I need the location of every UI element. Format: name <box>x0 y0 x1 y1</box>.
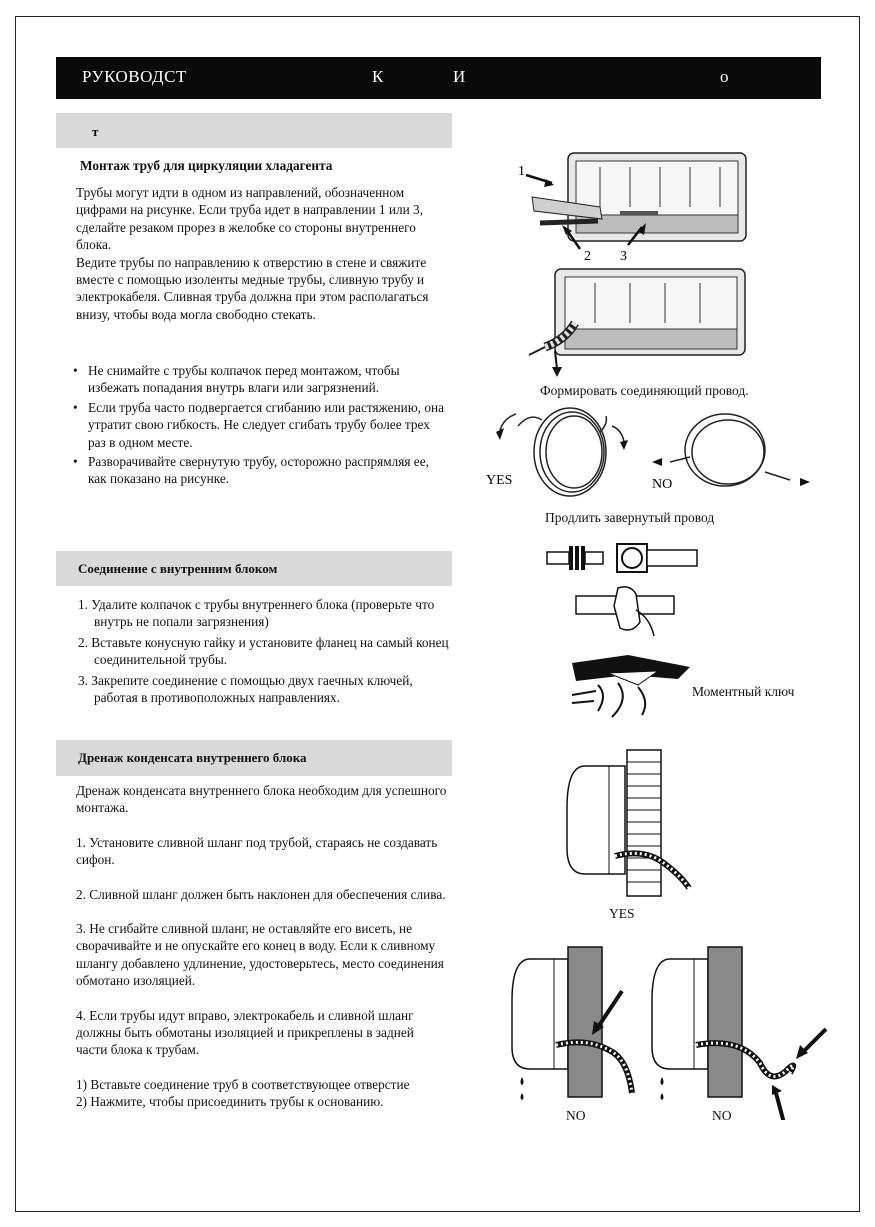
drain-substep-1: 1) Вставьте соединение труб в соответствующее отверстие <box>76 1076 410 1092</box>
direction-label-2: 2 <box>584 249 591 264</box>
drain-no-label-2: NO <box>712 1108 732 1123</box>
drain-correct-illustration <box>565 748 705 900</box>
connection-title: Соединение с внутренним блоком <box>78 561 278 576</box>
header-title-part-4: о <box>720 67 729 86</box>
coil-yes-label: YES <box>486 473 513 488</box>
pipes-title: Монтаж труб для циркуляции хладагента <box>80 158 333 173</box>
pipes-paragraph-1: Трубы могут идти в одном из направлений, обозначенном цифрами на рисунке. Если труба идет в направлении 1 или 3, сделайте резаком прорез в желобке со стороны внутреннего блока. <box>76 185 424 253</box>
drain-intro: Дренаж конденсата внутреннего блока необходим для успешного монтажа. <box>76 783 447 816</box>
section-tab-label: т <box>92 124 99 139</box>
connection-section-bar <box>56 551 452 586</box>
drain-body <box>76 782 448 1111</box>
drain-step-2: 2. Сливной шланг должен быть наклонен для обеспечения слива. <box>76 886 446 902</box>
drain-step-3: 3. Не сгибайте сливной шланг, не оставляйте его висеть, не сворачивайте и не опускайте его конец в воду. Если к сливному шлангу добавлено удлинение, удостоверьтесь, место соединения обмотано изоляцией. <box>76 921 444 989</box>
coil-no-label: NO <box>652 477 673 492</box>
header-title-part-2: К <box>372 67 384 86</box>
drain-step-4: 4. Если трубы идут вправо, электрокабель и сливной шланг должны быть обмотаны изоляцией и прикреплены в задней части блока к трубам. <box>76 1007 414 1058</box>
coil-unwinding-illustration <box>480 402 815 507</box>
pipes-notes <box>70 362 450 490</box>
section-tab-bar <box>56 113 452 148</box>
drain-wrong-illustration-2 <box>650 945 835 1120</box>
pipes-paragraph-2: Ведите трубы по направлению к отверстию в стене и свяжите вместе с помощью изоленты медные трубы, сливную трубу и электрокабеля. Сливная труба должна при этом располагаться внизу, чтобы вода могла свободно стекать. <box>76 254 429 322</box>
two-wrenches-illustration <box>568 645 698 720</box>
drain-wrong-illustration-1 <box>510 945 660 1100</box>
flare-nut-illustration <box>545 538 705 578</box>
header-title-part-3: И <box>453 67 466 86</box>
connection-step-1: 1. Удалите колпачок с трубы внутреннего блока (проверьте что внутрь не попали загрязнения) <box>78 597 435 630</box>
drain-step-1: 1. Установите сливной шланг под трубой, стараясь не создавать сифон. <box>76 834 438 868</box>
drain-yes-label: YES <box>609 906 635 921</box>
drain-no-label-1: NO <box>566 1108 586 1123</box>
connection-step-2: 2. Вставьте конусную гайку и установите фланец на самый конец соединительной трубы. <box>78 634 449 668</box>
pipes-note-3: • Разворачивайте свернутую трубу, осторожно распрямляя ее, как показано на рисунке. <box>70 453 450 488</box>
header-title-part-1: РУКОВОДСТ <box>82 67 187 86</box>
drain-substep-2: 2) Нажмите, чтобы присоединить трубы к основанию. <box>76 1094 384 1110</box>
pipes-body <box>76 184 448 323</box>
direction-label-1: 1 <box>518 164 525 179</box>
hand-tightening-illustration <box>570 582 680 642</box>
page-header <box>56 57 821 99</box>
connection-step-3: 3. Закрепите соединение с помощью двух гаечных ключей, работая в противоположных направлениях. <box>78 672 413 706</box>
bundled-pipes-illustration <box>515 265 760 380</box>
connection-steps <box>78 596 450 709</box>
caption-torque-wrench: Моментный ключ <box>692 684 795 699</box>
pipe-directions-illustration <box>510 145 760 265</box>
drain-section-bar <box>56 740 452 776</box>
direction-label-3: 3 <box>620 249 627 264</box>
pipes-note-1: • Не снимайте с трубы колпачок перед монтажом, чтобы избежать попадания внутрь влаги или загрязнений. <box>70 362 450 397</box>
caption-extend-wire: Продлить завернутый провод <box>545 510 715 525</box>
caption-form-wire: Формировать соединяющий провод. <box>540 383 749 398</box>
pipes-note-2: • Если труба часто подвергается сгибанию или растяжению, она утратит свою гибкость. Не следует сгибать трубу более трех раз в одном месте. <box>70 399 450 451</box>
drain-title: Дренаж конденсата внутреннего блока <box>78 750 307 765</box>
